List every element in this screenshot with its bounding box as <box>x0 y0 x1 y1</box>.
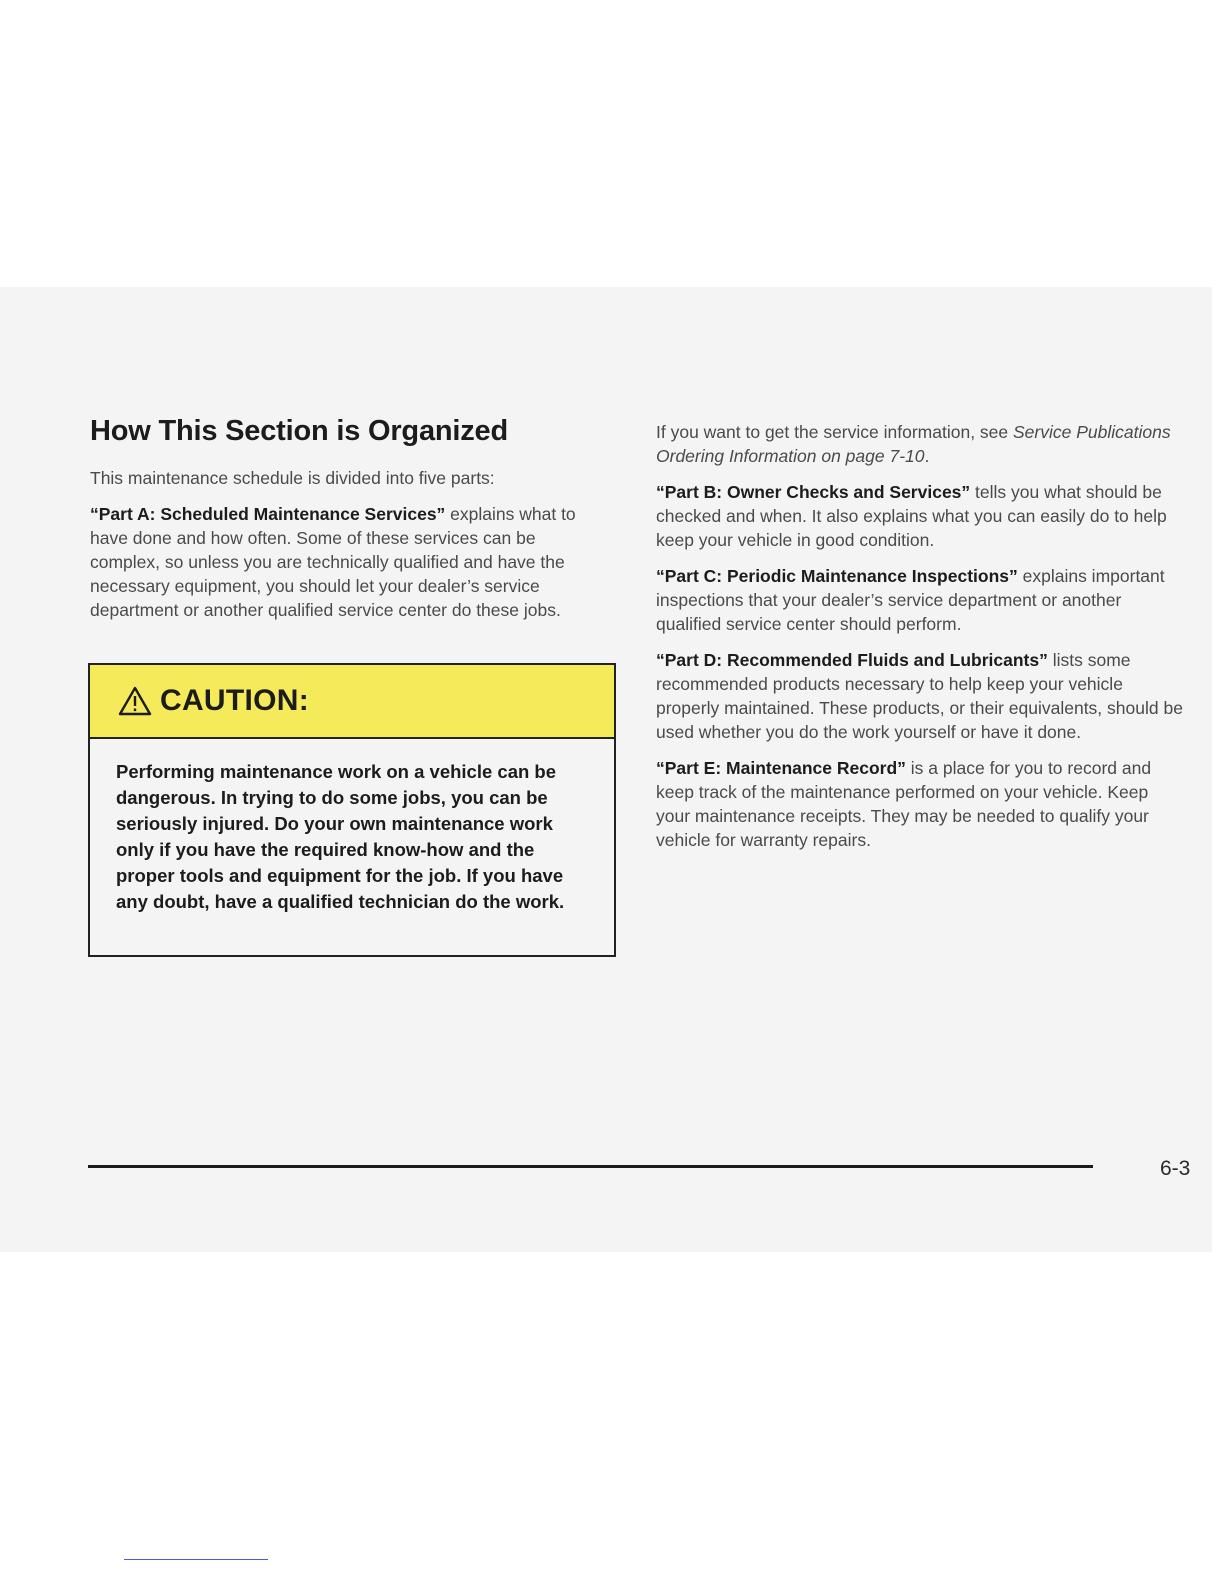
service-info-text: If you want to get the service information, see <box>656 422 1013 442</box>
part-e-paragraph <box>656 756 1186 852</box>
part-b-paragraph <box>656 480 1186 552</box>
section-heading: How This Section is Organized <box>90 415 508 447</box>
part-a-paragraph <box>90 502 610 622</box>
intro-paragraph: This maintenance schedule is divided into five parts: <box>90 468 495 488</box>
right-column <box>656 420 1186 864</box>
service-info-paragraph <box>656 420 1186 468</box>
part-d-text: lists some recommended products necessary to help keep your vehicle properly maintained. These products, or their equivalents, should be used whether you do the work yourself or have it done. <box>656 650 1183 742</box>
caution-title: CAUTION: <box>160 684 310 717</box>
part-c-label: “Part C: Periodic Maintenance Inspections” <box>656 566 1018 586</box>
part-e-label: “Part E: Maintenance Record” <box>656 758 906 778</box>
left-column <box>90 415 610 634</box>
footer-rule <box>88 1165 1093 1168</box>
part-b-label: “Part B: Owner Checks and Services” <box>656 482 971 502</box>
caution-body: Performing maintenance work on a vehicle can be dangerous. In trying to do some jobs, you can be seriously injured. Do your own maintenance work only if you have the required know-how and the proper tools and equipment for the job. If you have any doubt, have a qualified technician do the work. <box>116 761 565 912</box>
part-a-text: explains what to have done and how often. Some of these services can be complex, so unless you are technically qualified and have the necessary equipment, you should let your dealer’s service department or another qualified service center do these jobs. <box>90 504 576 620</box>
caution-box <box>88 663 616 957</box>
part-e-text: is a place for you to record and keep track of the maintenance performed on your vehicle. Keep your maintenance receipts. They may be needed to qualify your vehicle for warranty repairs. <box>656 758 1152 850</box>
page-number: 6-3 <box>1160 1157 1191 1180</box>
warning-triangle-icon <box>118 686 152 716</box>
part-d-label: “Part D: Recommended Fluids and Lubricants” <box>656 650 1048 670</box>
part-d-paragraph <box>656 648 1186 744</box>
part-b-text: tells you what should be checked and when. It also explains what you can easily do to help keep your vehicle in good condition. <box>656 482 1167 550</box>
part-c-text: explains important inspections that your dealer’s service department or another qualified service center should perform. <box>656 566 1165 634</box>
part-c-paragraph <box>656 564 1186 636</box>
bottom-link-underline <box>124 1559 268 1560</box>
service-info-end: . <box>924 446 930 466</box>
caution-header <box>90 665 614 739</box>
service-publications-reference[interactable]: Service Publications Ordering Information on page 7-10 <box>656 422 1171 466</box>
part-a-label: “Part A: Scheduled Maintenance Services” <box>90 504 446 524</box>
